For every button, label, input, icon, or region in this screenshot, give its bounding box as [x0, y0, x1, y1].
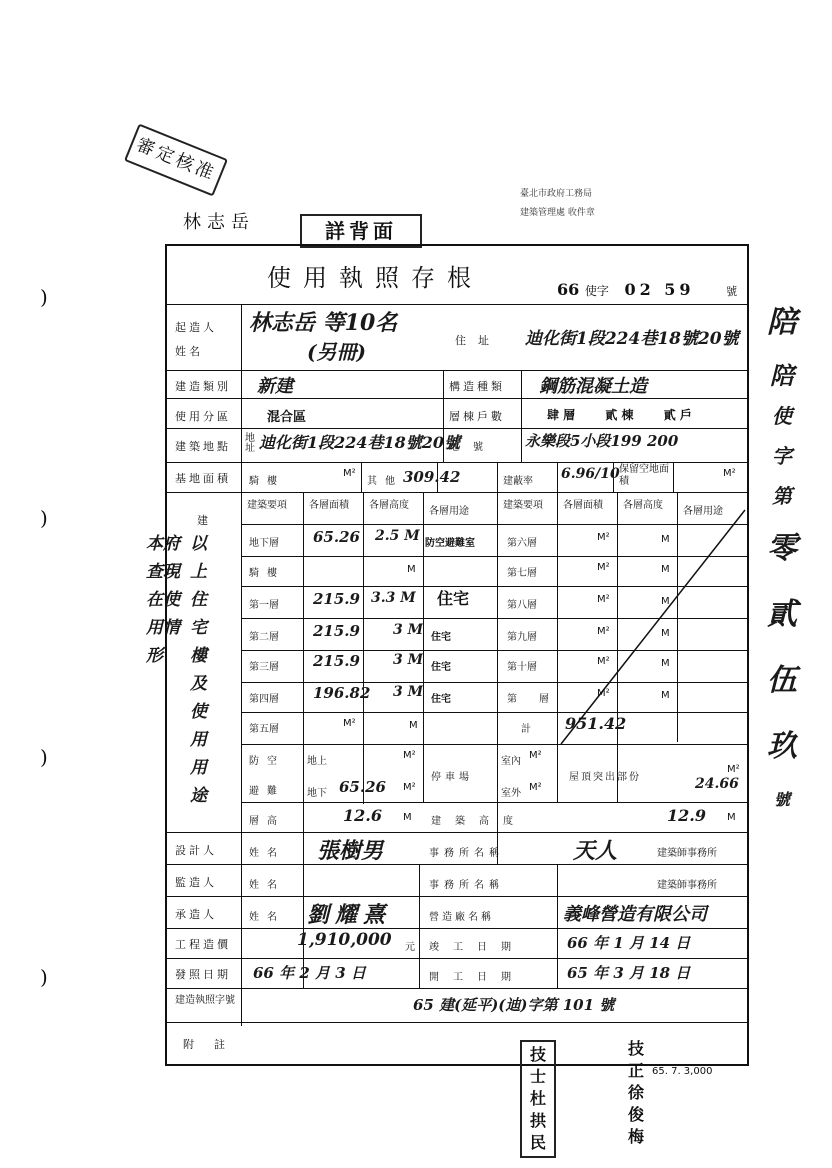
parking-indoor: 室內 — [501, 756, 521, 767]
floor-use: 住宅 — [431, 694, 451, 705]
floor-name: 第二層 — [249, 632, 279, 643]
floor-use: 住宅 — [431, 632, 451, 643]
note-label: 附註 — [183, 1038, 245, 1051]
floor-name: 第三層 — [249, 662, 279, 673]
floor-area: 196.82 — [313, 684, 371, 702]
contractor-label: 承造人 — [175, 908, 217, 921]
col-header-use: 各層用途 — [429, 506, 469, 517]
total-value: 951.42 — [565, 714, 627, 733]
floor-use: 住宅 — [437, 589, 470, 608]
floor-name: 騎樓 — [249, 568, 285, 579]
cost-value: 1,910,000 — [297, 930, 392, 950]
below-ground-label: 地下 — [307, 788, 327, 799]
col-header-item: 建築要項 — [247, 500, 287, 511]
form-title: 使用執照存根 — [267, 264, 483, 292]
other-area: 309.42 — [403, 468, 461, 486]
permit-label: 建造執照字號 — [175, 995, 235, 1006]
below-ground-area: 65.26 — [339, 778, 386, 796]
permit-number: 65 建(延平)(迪)字第 101 號 — [413, 996, 615, 1014]
use-zone-label: 使用分區 — [175, 410, 231, 423]
floor-height: 3 M — [393, 684, 424, 700]
building-height-label: 建築高度 — [431, 816, 527, 827]
col-header-area-2: 各層面積 — [563, 500, 603, 511]
floor-area: 215.9 — [313, 622, 360, 640]
license-number: 66 使字 02 59 號 — [557, 280, 738, 299]
strike-line — [557, 508, 747, 748]
floor-name: 第五層 — [249, 724, 279, 735]
floor-height-total: 12.6 — [343, 806, 382, 825]
floor-area: 65.26 — [313, 528, 360, 546]
floor-height-total-label: 層高 — [249, 816, 285, 827]
structure-label: 構造種類 — [449, 380, 505, 393]
supervisor-label: 監造人 — [175, 876, 217, 889]
other-label: 其他 — [367, 476, 403, 487]
builder-note: (另冊) — [307, 340, 366, 364]
roof-label: 屋頂突出部份 — [569, 772, 641, 783]
above-ground-label: 地上 — [307, 756, 327, 767]
building-section-label: 建 — [197, 514, 211, 527]
contractor-company-label: 營造廠名稱 — [429, 912, 494, 923]
issue-date-label: 發照日期 — [175, 968, 231, 981]
contractor-company: 義峰營造有限公司 — [563, 904, 707, 925]
start-date: 65 年 3 月 18 日 — [567, 964, 691, 982]
coverage-value: 6.96/10 — [561, 466, 620, 482]
floor-name-right: 第八層 — [507, 600, 537, 611]
site-lot-sub: 地號 — [449, 442, 497, 453]
technician-stamp: 技士杜拱民 — [520, 1040, 556, 1158]
floor-area: 215.9 — [313, 652, 360, 670]
completion-date: 66 年 1 月 14 日 — [567, 934, 691, 952]
punch-mark: ) — [40, 506, 48, 530]
designer-name: 張樹男 — [317, 838, 384, 864]
approval-stamp-text: 審定核准 — [133, 134, 220, 186]
site-addr-sub: 地址 — [245, 433, 255, 454]
approval-stamp — [124, 123, 228, 196]
left-margin-note-2: 以上住宅樓及使用用途 — [190, 534, 207, 806]
col-header-use-2: 各層用途 — [683, 506, 723, 517]
usage-license-form: 使用執照存根 66 使字 02 59 號 起造人 姓名 林志岳 等10名 (另冊) 住址 迪化街1段224巷18號20號 建造類別 新建 構造種類 鋼筋混凝土造 使用分區 混合區 層棟戶數 肆 層 貳 棟 貳 戶 建築地點 地址 迪化街1段224巷18號20號 地號 永樂段5小段199 200 基地面積 騎樓 M² 其他 309.42 建蔽率 6.96/10 保留空地面積 M² 建 建築要項 各層面積 各層高度 各層用途 建築要項 各層面積 各層高度 各層用途 地下層 65.26 2.5 M 防空避難室 騎樓 M 第一層 215.9 3.3 M 住宅 第二層 215.9 3 M 住宅 第三層 215.9 3 M 住宅 第四層 196.82 3 M 住宅 第五層 M² M 第六層 M² M 第七層 M² M 第八層 M² M 第九層 M² M 第十層 M² M 第 層 M² M 計 951.42 防空 避難 地上 M² 地下 65.26 M² 停車場 室內 M² 室外 M² 屋頂突出部份 24.66 M² 層高 12.6 M 建築高度 12.9 M 設計人 姓名 張樹男 事務所名稱 天人 建築師事務所 監造人 姓名 事務所名稱 建築師事務所 承造人 姓名 劉耀熹 營造廠名稱 義峰營造有限公司 工程造價 1,910,000 元 竣工日期 66 年 1 月 14 日 發照日期 66 年 2 月 3 日 開工日期 65 年 3 月 18 日 建造執照字號 65 建(延平)(迪)字第 101 號 附註 — [165, 244, 749, 1066]
designer-office: 天人 — [573, 838, 618, 864]
parking-label: 停車場 — [431, 772, 473, 783]
open-area-label: 保留空地面積 — [619, 464, 669, 487]
base-area-label: 基地面積 — [175, 472, 231, 485]
floor-name: 第一層 — [249, 600, 279, 611]
use-zone-value: 混合區 — [267, 410, 307, 425]
detail-stamp: 詳背面 — [300, 214, 422, 248]
builder-name: 林志岳 等10名 — [249, 310, 398, 336]
owner-name-header: 林志岳 — [183, 212, 255, 233]
floor-name-right: 第九層 — [507, 632, 537, 643]
contractor-name-label: 姓名 — [249, 912, 285, 923]
supervisor-office-suffix: 建築師事務所 — [657, 880, 717, 891]
site-address: 迪化街1段224巷18號20號 — [259, 433, 461, 452]
print-code: 65. 7. 3,000 — [652, 1066, 713, 1077]
right-margin-text: 陪 陪 使 字 第 零 貳 伍 玖 號 — [767, 305, 797, 809]
contractor-name: 劉耀熹 — [307, 902, 392, 928]
roof-value: 24.66 — [695, 776, 739, 792]
coverage-label: 建蔽率 — [503, 476, 533, 487]
floors-value: 肆 層 貳 棟 貳 戶 — [547, 408, 692, 422]
site-label: 建築地點 — [175, 440, 231, 453]
floor-area: M² — [343, 718, 356, 729]
structure-value: 鋼筋混凝土造 — [539, 376, 647, 397]
col-header-height-2: 各層高度 — [623, 500, 663, 511]
designer-label: 設計人 — [175, 844, 217, 857]
floor-name-right: 第 層 — [507, 694, 555, 705]
evac-label: 避難 — [249, 786, 285, 797]
floors-label: 層棟戶數 — [449, 410, 505, 423]
col-header-area: 各層面積 — [309, 500, 349, 511]
builder-label: 起造人 姓名 — [175, 321, 217, 358]
floor-height: 3 M — [393, 652, 424, 668]
floor-height: 3 M — [393, 622, 424, 638]
total-label: 計 — [521, 724, 531, 735]
floor-name-right: 第七層 — [507, 568, 537, 579]
completion-label: 竣工日期 — [429, 942, 525, 953]
arcade-label: 騎樓 — [249, 476, 285, 487]
floor-name: 地下層 — [249, 538, 279, 549]
punch-mark: ) — [40, 745, 48, 769]
floor-use: 住宅 — [431, 662, 451, 673]
floor-height: M — [407, 564, 416, 575]
address-label: 住址 — [455, 334, 501, 347]
designer-office-suffix: 建築師事務所 — [657, 848, 717, 859]
builder-address: 迪化街1段224巷18號20號 — [525, 329, 739, 349]
building-category-label: 建造類別 — [175, 380, 231, 393]
floor-height: 2.5 M — [375, 528, 420, 544]
designer-name-label: 姓名 — [249, 848, 285, 859]
cost-label: 工程造價 — [175, 938, 231, 951]
floor-use: 防空避難室 — [425, 538, 475, 549]
engineer-stamp: 技正徐俊梅 — [627, 1039, 644, 1146]
building-height-value: 12.9 — [667, 806, 706, 825]
building-category-value: 新建 — [257, 376, 293, 397]
parking-outdoor: 室外 — [501, 788, 521, 799]
punch-mark: ) — [40, 285, 48, 309]
designer-office-label: 事務所名稱 — [429, 848, 504, 859]
issue-date: 66 年 2 月 3 日 — [253, 964, 366, 982]
floor-height: 3.3 M — [371, 590, 416, 606]
col-header-item-2: 建築要項 — [503, 500, 543, 511]
office-receive-stamp: 臺北市政府工務局 建築管理處 收件章 — [520, 189, 595, 218]
floor-name-right: 第六層 — [507, 538, 537, 549]
left-margin-note: 本府查現在使用情形 — [146, 534, 180, 666]
floor-area: 215.9 — [313, 590, 360, 608]
site-lot: 永樂段5小段199 200 — [525, 432, 679, 450]
supervisor-office-label: 事務所名稱 — [429, 880, 504, 891]
floor-height: M — [409, 720, 418, 731]
col-header-height: 各層高度 — [369, 500, 409, 511]
punch-mark: ) — [40, 965, 48, 989]
floor-name: 第四層 — [249, 694, 279, 705]
floor-name-right: 第十層 — [507, 662, 537, 673]
supervisor-name-label: 姓名 — [249, 880, 285, 891]
start-label: 開工日期 — [429, 972, 525, 983]
shelter-label: 防空 — [249, 756, 285, 767]
